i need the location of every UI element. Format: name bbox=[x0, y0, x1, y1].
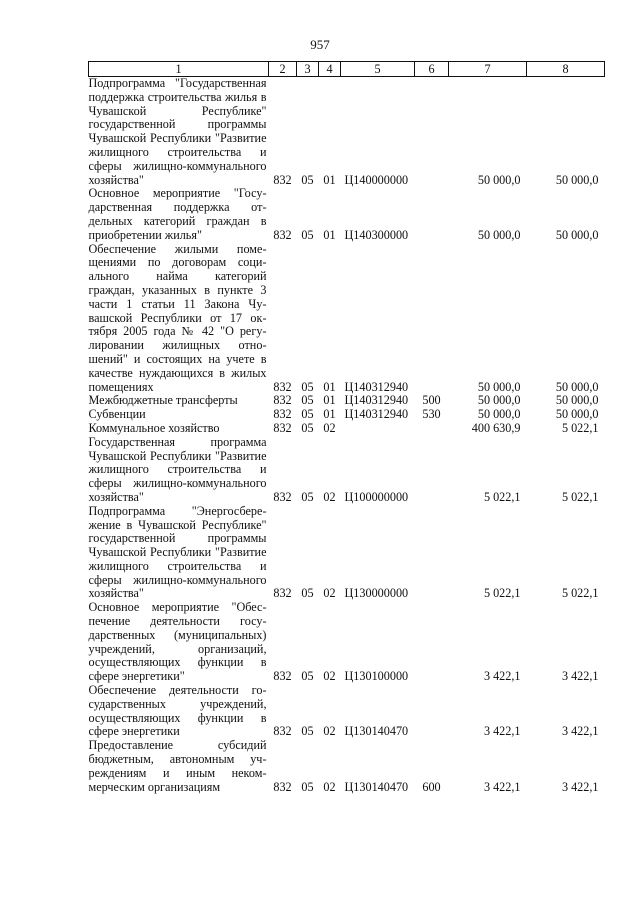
row-amount-1: 3 422,1 bbox=[483, 779, 521, 794]
row-target-article: Ц130100000 bbox=[344, 669, 409, 684]
row-expense-type: 530 bbox=[422, 407, 441, 422]
header-col-2: 2 bbox=[269, 62, 297, 77]
header-col-8: 8 bbox=[527, 62, 605, 77]
row-subsection-code: 02 bbox=[323, 489, 336, 504]
budget-table bbox=[88, 61, 605, 794]
row-name: Подпрограмма "Энергосбережение в Чувашской Республике" государственной программы Чувашской Республики "Развитие жилищного строительства и сферы жилищно-коммунального хозяйства" bbox=[88, 503, 267, 601]
row-section-code: 05 bbox=[301, 779, 314, 794]
row-target-article: Ц140312940 bbox=[344, 407, 409, 422]
row-subsection-code: 02 bbox=[323, 586, 336, 601]
row-section-code: 05 bbox=[301, 489, 314, 504]
row-target-article: Ц130140470 bbox=[344, 724, 409, 739]
row-amount-1: 50 000,0 bbox=[477, 407, 521, 422]
row-amount-2: 3 422,1 bbox=[561, 779, 599, 794]
header-col-6: 6 bbox=[415, 62, 449, 77]
row-subsection-code: 02 bbox=[323, 669, 336, 684]
row-name: Основное мероприятие "Государственная поддержка отдельных категорий граждан в приобретении жилья" bbox=[88, 186, 267, 242]
row-subsection-code: 01 bbox=[323, 379, 336, 394]
row-expense-type bbox=[415, 601, 449, 684]
row-target-article: Ц130000000 bbox=[344, 586, 409, 601]
row-grbs-code: 832 bbox=[273, 779, 292, 794]
row-expense-type bbox=[415, 243, 449, 395]
row-subsection-code: 02 bbox=[323, 724, 336, 739]
table-row bbox=[89, 77, 605, 188]
row-grbs-code: 832 bbox=[273, 379, 292, 394]
row-section-code: 05 bbox=[301, 393, 314, 408]
row-section-code: 05 bbox=[301, 172, 314, 187]
row-target-article: Ц140312940 bbox=[344, 393, 409, 408]
header-col-1: 1 bbox=[89, 62, 269, 77]
row-target-article: Ц140300000 bbox=[344, 227, 409, 242]
table-row bbox=[89, 601, 605, 684]
table-row bbox=[89, 505, 605, 602]
row-amount-1: 5 022,1 bbox=[483, 489, 521, 504]
row-subsection-code: 01 bbox=[323, 407, 336, 422]
row-amount-2: 50 000,0 bbox=[555, 227, 599, 242]
row-grbs-code: 832 bbox=[273, 669, 292, 684]
row-expense-type bbox=[415, 505, 449, 602]
row-grbs-code: 832 bbox=[273, 489, 292, 504]
row-target-article bbox=[341, 422, 415, 436]
header-col-7: 7 bbox=[449, 62, 527, 77]
row-expense-type bbox=[415, 77, 449, 188]
row-subsection-code: 01 bbox=[323, 172, 336, 187]
row-grbs-code: 832 bbox=[273, 724, 292, 739]
header-row bbox=[89, 62, 605, 77]
row-name: Межбюджетные трансферты bbox=[88, 393, 238, 408]
row-amount-2: 50 000,0 bbox=[555, 393, 599, 408]
table-row bbox=[89, 187, 605, 242]
row-grbs-code: 832 bbox=[273, 407, 292, 422]
page-number: 957 bbox=[310, 37, 330, 52]
row-expense-type: 500 bbox=[422, 393, 441, 408]
row-target-article: Ц130140470 bbox=[344, 779, 409, 794]
row-name: Предоставление субсидий бюджетным, автономным учреждениям и иным некоммерческим организациям bbox=[88, 738, 267, 794]
row-expense-type bbox=[415, 436, 449, 505]
row-amount-1: 50 000,0 bbox=[477, 379, 521, 394]
table-row bbox=[89, 739, 605, 794]
row-expense-type bbox=[415, 684, 449, 739]
table-row bbox=[89, 436, 605, 505]
row-name: Государственная программа Чувашской Республики "Развитие жилищного строительства и сферы жилищно-коммунального хозяйства" bbox=[88, 434, 267, 504]
header-col-4: 4 bbox=[319, 62, 341, 77]
row-grbs-code: 832 bbox=[273, 227, 292, 242]
row-grbs-code: 832 bbox=[273, 586, 292, 601]
table-row bbox=[89, 243, 605, 395]
row-name: Коммунальное хозяйство bbox=[88, 420, 220, 435]
row-amount-1: 3 422,1 bbox=[483, 669, 521, 684]
row-expense-type: 600 bbox=[422, 779, 441, 794]
table-row bbox=[89, 684, 605, 739]
row-grbs-code: 832 bbox=[273, 393, 292, 408]
table-row bbox=[89, 408, 605, 422]
row-amount-1: 50 000,0 bbox=[477, 227, 521, 242]
row-amount-1: 50 000,0 bbox=[477, 172, 521, 187]
row-subsection-code: 02 bbox=[323, 420, 336, 435]
row-amount-2: 3 422,1 bbox=[561, 724, 599, 739]
row-amount-1: 5 022,1 bbox=[483, 586, 521, 601]
row-amount-1: 3 422,1 bbox=[483, 724, 521, 739]
header-col-3: 3 bbox=[297, 62, 319, 77]
row-expense-type bbox=[415, 187, 449, 242]
row-name: Подпрограмма "Государственная поддержка строительства жилья в Чувашской Республике" государственной программы Чувашской Республики "Развитие жилищного строительства и сферы жилищно-коммунального хозяйства" bbox=[88, 76, 267, 187]
row-section-code: 05 bbox=[301, 379, 314, 394]
row-grbs-code: 832 bbox=[273, 172, 292, 187]
row-amount-2: 3 422,1 bbox=[561, 669, 599, 684]
row-name: Основное мероприятие "Обеспечение деятельности государственных (муниципальных) учреждений, организаций, осуществляющих функции в сфере энергетики" bbox=[88, 600, 267, 684]
row-grbs-code: 832 bbox=[273, 420, 292, 435]
row-amount-2: 5 022,1 bbox=[561, 586, 599, 601]
row-amount-2: 50 000,0 bbox=[555, 407, 599, 422]
header-col-5: 5 bbox=[341, 62, 415, 77]
row-amount-1: 50 000,0 bbox=[477, 393, 521, 408]
row-subsection-code: 01 bbox=[323, 227, 336, 242]
row-name: Обеспечение деятельности государственных учреждений, осуществляющих функции в сфере энергетики bbox=[88, 683, 267, 739]
row-target-article: Ц100000000 bbox=[344, 489, 409, 504]
row-target-article: Ц140312940 bbox=[344, 379, 409, 394]
row-section-code: 05 bbox=[301, 407, 314, 422]
row-amount-2: 5 022,1 bbox=[561, 420, 599, 435]
row-name: Обеспечение жилыми помещениями по договорам социального найма категорий граждан, указанных в пункте 3 части 1 статьи 11 Закона Чувашской Республики от 17 октября 2005 года № 42 "О регулировании жилищных отношений" и состоящих на учете в качестве нуждающихся в жилых помещениях bbox=[88, 241, 267, 394]
table-body bbox=[89, 77, 605, 795]
row-target-article: Ц140000000 bbox=[344, 172, 409, 187]
row-amount-2: 5 022,1 bbox=[561, 489, 599, 504]
row-section-code: 05 bbox=[301, 227, 314, 242]
row-name: Субвенции bbox=[88, 407, 146, 422]
row-section-code: 05 bbox=[301, 420, 314, 435]
table-row bbox=[89, 394, 605, 408]
row-expense-type bbox=[415, 422, 449, 436]
table-header bbox=[89, 62, 605, 77]
row-section-code: 05 bbox=[301, 586, 314, 601]
row-amount-2: 50 000,0 bbox=[555, 379, 599, 394]
table-row bbox=[89, 422, 605, 436]
row-subsection-code: 01 bbox=[323, 393, 336, 408]
row-section-code: 05 bbox=[301, 669, 314, 684]
row-amount-1: 400 630,9 bbox=[471, 420, 521, 435]
row-amount-2: 50 000,0 bbox=[555, 172, 599, 187]
row-section-code: 05 bbox=[301, 724, 314, 739]
row-subsection-code: 02 bbox=[323, 779, 336, 794]
